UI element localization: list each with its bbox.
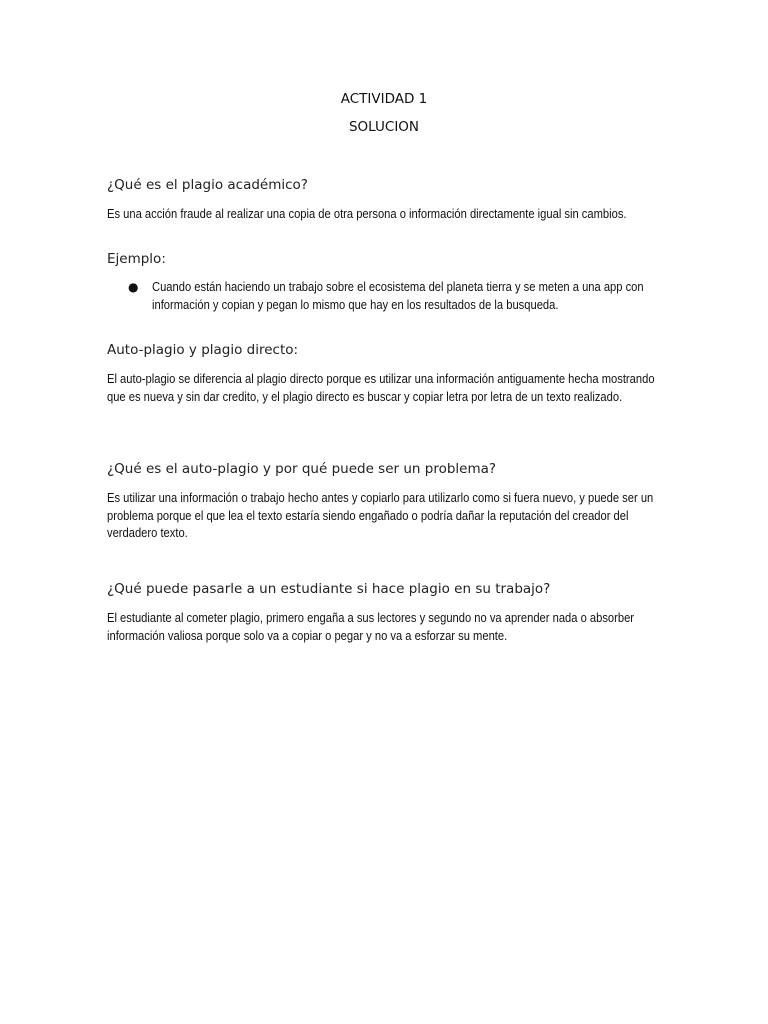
question-heading-4: ¿Qué puede pasarle a un estudiante si hace plagio en su trabajo? (107, 581, 551, 597)
example-bullet-text: Cuando están haciendo un trabajo sobre el ecosistema del planeta tierra y se meten a una app con información y copian y pegan lo mismo que hay en los resultados de la busqueda. (152, 279, 644, 312)
list-item (107, 278, 667, 314)
bullet-icon: ● (128, 280, 139, 294)
question-heading-2: Auto-plagio y plagio directo: (107, 342, 299, 358)
example-heading: Ejemplo: (107, 251, 166, 267)
example-bullet-list (107, 278, 667, 314)
question-heading-1: ¿Qué es el plagio académico? (107, 177, 308, 193)
answer-paragraph-2 (107, 370, 655, 405)
answer-text-4: El estudiante al cometer plagio, primero engaña a sus lectores y segundo no va aprender nada o absorber información valiosa porque solo va a copiar o pegar y no va a esforzar su mente. (107, 610, 635, 643)
question-heading-3: ¿Qué es el auto-plagio y por qué puede ser un problema? (107, 461, 497, 477)
answer-text-2: El auto-plagio se diferencia al plagio directo porque es utilizar una información antiguamente hecha mostrando que es nueva y sin dar credito, y el plagio directo es buscar y copiar letra por letra de un texto realizado. (107, 371, 655, 404)
answer-paragraph-1 (107, 205, 655, 223)
answer-text-3: Es utilizar una información o trabajo hecho antes y copiarlo para utilizarlo como si fuera nuevo, y puede ser un problema porque el que lea el texto estaría siendo engañado o podría dañar la reputación del creador del verdadero texto. (107, 490, 654, 540)
answer-paragraph-3 (107, 489, 655, 542)
document-title: ACTIVIDAD 1 (340, 91, 428, 107)
document-subtitle: SOLUCION (348, 119, 420, 135)
answer-paragraph-4 (107, 609, 655, 644)
answer-text-1: Es una acción fraude al realizar una copia de otra persona o información directamente igual sin cambios. (107, 206, 627, 221)
